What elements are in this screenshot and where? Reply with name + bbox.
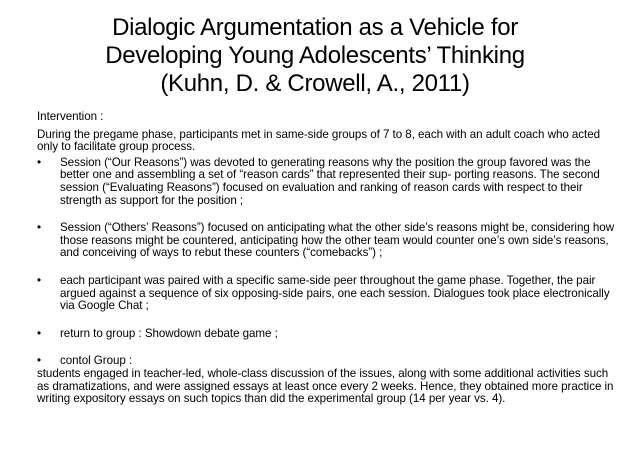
bullet-dot: • [37,273,42,287]
bullet-dot: • [37,155,42,169]
bullet-item-3 [37,275,621,313]
slide-body [37,111,621,406]
bullet-text: contol Group : [60,354,133,368]
title-line-2: Developing Young Adolescents’ Thinking [105,42,525,69]
bullet-text: Session (“Others’ Reasons”) focused on anticipating what the other side’s reasons might be, considering how those reasons might be countered, anticipating how the other team would counter one’s own side’s reasons, and conceiving of ways to rebut these counters (“comebacks”) ; [60,221,615,260]
bullet-dot: • [37,221,42,235]
title-line-1: Dialogic Argumentation as a Vehicle for [112,14,518,41]
slide-title [40,14,590,98]
bullet-text: each participant was paired with a specific same-side peer throughout the game phase. Together, the pair argued against a sequence of six opposing-side pairs, one each session. Dialogues took place electronically via Google Chat ; [60,273,610,313]
bullet-dot: • [37,326,42,340]
control-group-paragraph: students engaged in teacher-led, whole-class discussion of the issues, along with some additional activities such as dramatizations, and were assigned essays at least once every 2 weeks. Hence, they obtained more practice in writing expository essays on such topics than did the experimental group (14 per year vs. 4). [37,366,614,406]
bullet-dot: • [37,354,42,368]
bullet-item-2 [37,222,621,260]
bullet-text: Session (“Our Reasons”) was devoted to generating reasons why the position the group favored was the better one and assembling a set of “reason cards” that represented their sup- porting reasons. The second session (“Evaluating Reasons”) focused on evaluation and ranking of reason cards with respect to their strength as support for the position ; [60,155,600,207]
title-line-3: (Kuhn, D. & Crowell, A., 2011) [160,70,470,97]
bullet-item-4 [37,328,621,341]
intervention-label: Intervention : [37,110,104,123]
bullet-text: return to group : Showdown debate game ; [60,326,278,340]
intro-paragraph: During the pregame phase, participants met in same-side groups of 7 to 8, each with an adult coach who acted only to facilitate group process. [37,127,601,154]
bullet-item-5 [37,355,621,368]
bullet-item-1 [37,157,621,207]
